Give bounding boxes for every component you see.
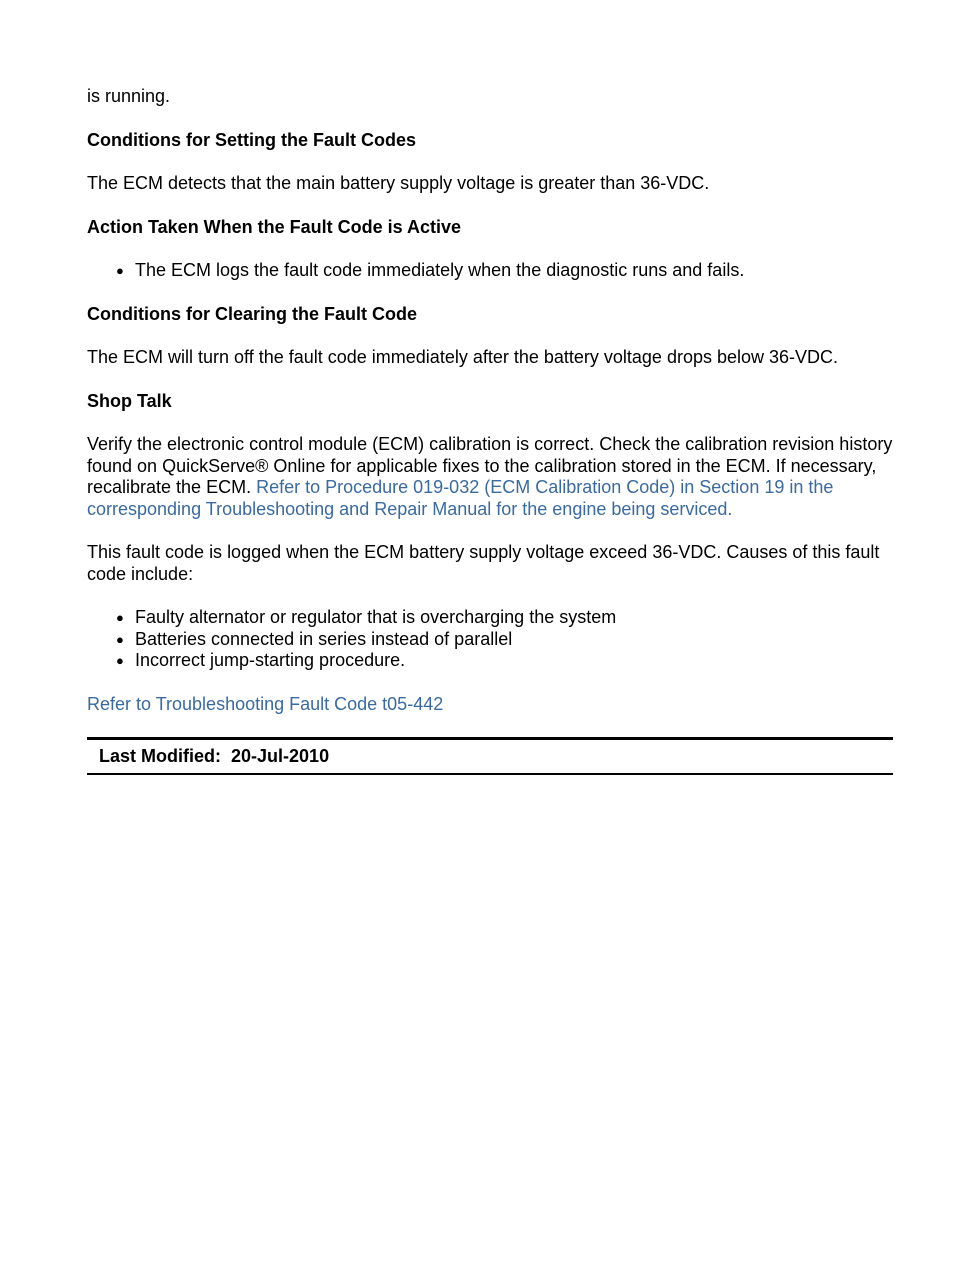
setting-conditions-text: The ECM detects that the main battery supply voltage is greater than 36-VDC. [87, 173, 710, 193]
list-item [116, 607, 893, 629]
action-list [87, 260, 893, 282]
refer-link-paragraph [87, 694, 893, 716]
last-modified-date: 20-Jul-2010 [231, 746, 330, 766]
heading-clearing-conditions: Conditions for Clearing the Fault Code [87, 303, 417, 324]
last-modified-label: Last Modified: [99, 746, 221, 766]
list-item [116, 628, 893, 651]
document-page [87, 86, 893, 775]
causes-list [87, 607, 893, 672]
list-item [116, 260, 893, 282]
bullet-icon: ● [116, 631, 124, 647]
procedure-link[interactable]: Refer to Procedure 019-032 (ECM Calibration Code) in Section 19 in the corresponding Troubleshooting and Repair Manual for the engine being serviced. [87, 477, 834, 519]
intro-fragment: is running. [87, 86, 171, 106]
shop-talk-text: Verify the electronic control module (ECM) calibration is correct. Check the calibration revision history found on QuickServe® Online for applicable fixes to the calibration stored in the ECM. If necessary, recalibrate the ECM. [87, 434, 893, 497]
bullet-icon: ● [116, 653, 124, 668]
heading-setting-conditions: Conditions for Setting the Fault Codes [87, 129, 416, 150]
clearing-conditions-text: The ECM will turn off the fault code immediately after the battery voltage drops below 36-VDC. [87, 347, 839, 367]
list-item-text: Incorrect jump-starting procedure. [135, 650, 406, 670]
troubleshooting-link[interactable]: Refer to Troubleshooting Fault Code t05-442 [87, 693, 444, 714]
shop-talk-paragraph [87, 434, 893, 520]
heading-action-taken: Action Taken When the Fault Code is Active [87, 216, 462, 237]
bullet-icon: ● [116, 610, 124, 625]
list-item [116, 650, 893, 672]
bullet-icon: ● [116, 263, 124, 278]
last-modified-footer [87, 737, 893, 775]
list-item-text: Batteries connected in series instead of parallel [135, 628, 513, 649]
heading-shop-talk: Shop Talk [87, 390, 172, 411]
causes-intro-text: This fault code is logged when the ECM battery supply voltage exceed 36-VDC. Causes of this fault code include: [87, 542, 880, 584]
list-item-text: Faulty alternator or regulator that is overcharging the system [135, 607, 617, 627]
list-item-text: The ECM logs the fault code immediately when the diagnostic runs and fails. [135, 260, 745, 280]
